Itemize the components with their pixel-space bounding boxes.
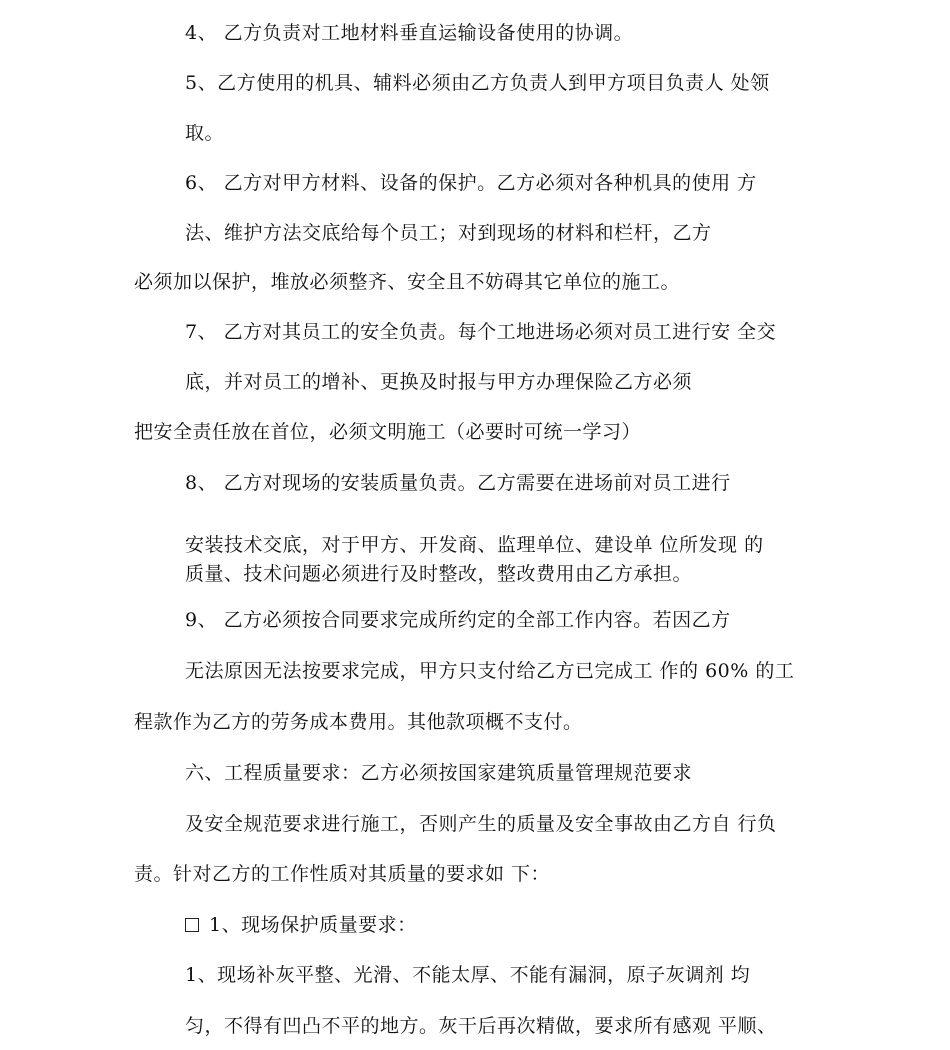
clause-6-line-3: 必须加以保护，堆放必须整齐、安全且不妨碍其它单位的施工。 (134, 271, 681, 293)
section-6-line-2: 及安全规范要求进行施工，否则产生的质量及安全事故由乙方自 行负 (185, 813, 777, 835)
clause-7-line-2: 底，并对员工的增补、更换及时报与甲方办理保险乙方必须 (185, 371, 693, 393)
clause-8-line-3: 质量、技术问题必须进行及时整改，整改费用由乙方承担。 (185, 563, 693, 585)
subsection-1-heading (185, 913, 417, 937)
section-6-line-1: 六、工程质量要求：乙方必须按国家建筑质量管理规范要求 (185, 762, 693, 784)
clause-9-line-1: 9、 乙方必须按合同要求完成所约定的全部工作内容。若因乙方 (185, 609, 731, 631)
clause-9-line-3: 程款作为乙方的劳务成本费用。其他款项概不支付。 (134, 711, 583, 733)
clause-5-line-2: 取。 (185, 122, 225, 144)
clause-9-line-2: 无法原因无法按要求完成，甲方只支付给乙方已完成工 作的 60% 的工 (185, 660, 795, 682)
item-1-line-1: 1、现场补灰平整、光滑、不能太厚、不能有漏洞，原子灰调剂 均 (185, 964, 751, 986)
clause-7-line-3: 把安全责任放在首位，必须文明施工（必要时可统一学习） (134, 421, 642, 443)
checkbox-square-icon (185, 918, 199, 932)
section-6-line-3: 责。针对乙方的工作性质对其质量的要求如 下： (134, 863, 551, 885)
clause-8-line-1: 8、 乙方对现场的安装质量负责。乙方需要在进场前对员工进行 (185, 472, 731, 494)
subsection-1-heading-text: 1、现场保护质量要求： (209, 914, 417, 936)
clause-6-line-2: 法、维护方法交底给每个员工；对到现场的材料和栏杆，乙方 (185, 222, 712, 244)
item-1-line-2: 匀，不得有凹凸不平的地方。灰干后再次精做，要求所有感观 平顺、 (185, 1015, 777, 1037)
clause-6-line-1: 6、 乙方对甲方材料、设备的保护。乙方必须对各种机具的使用 方 (185, 172, 757, 194)
clause-7-line-1: 7、 乙方对其员工的安全负责。每个工地进场必须对员工进行安 全交 (185, 321, 777, 343)
clause-8-line-2: 安装技术交底，对于甲方、开发商、监理单位、建设单 位所发现 的 (185, 534, 764, 556)
clause-5-line-1: 5、乙方使用的机具、辅料必须由乙方负责人到甲方项目负责人 处领 (185, 72, 770, 94)
clause-4-line-1: 4、 乙方负责对工地材料垂直运输设备使用的协调。 (185, 22, 634, 44)
